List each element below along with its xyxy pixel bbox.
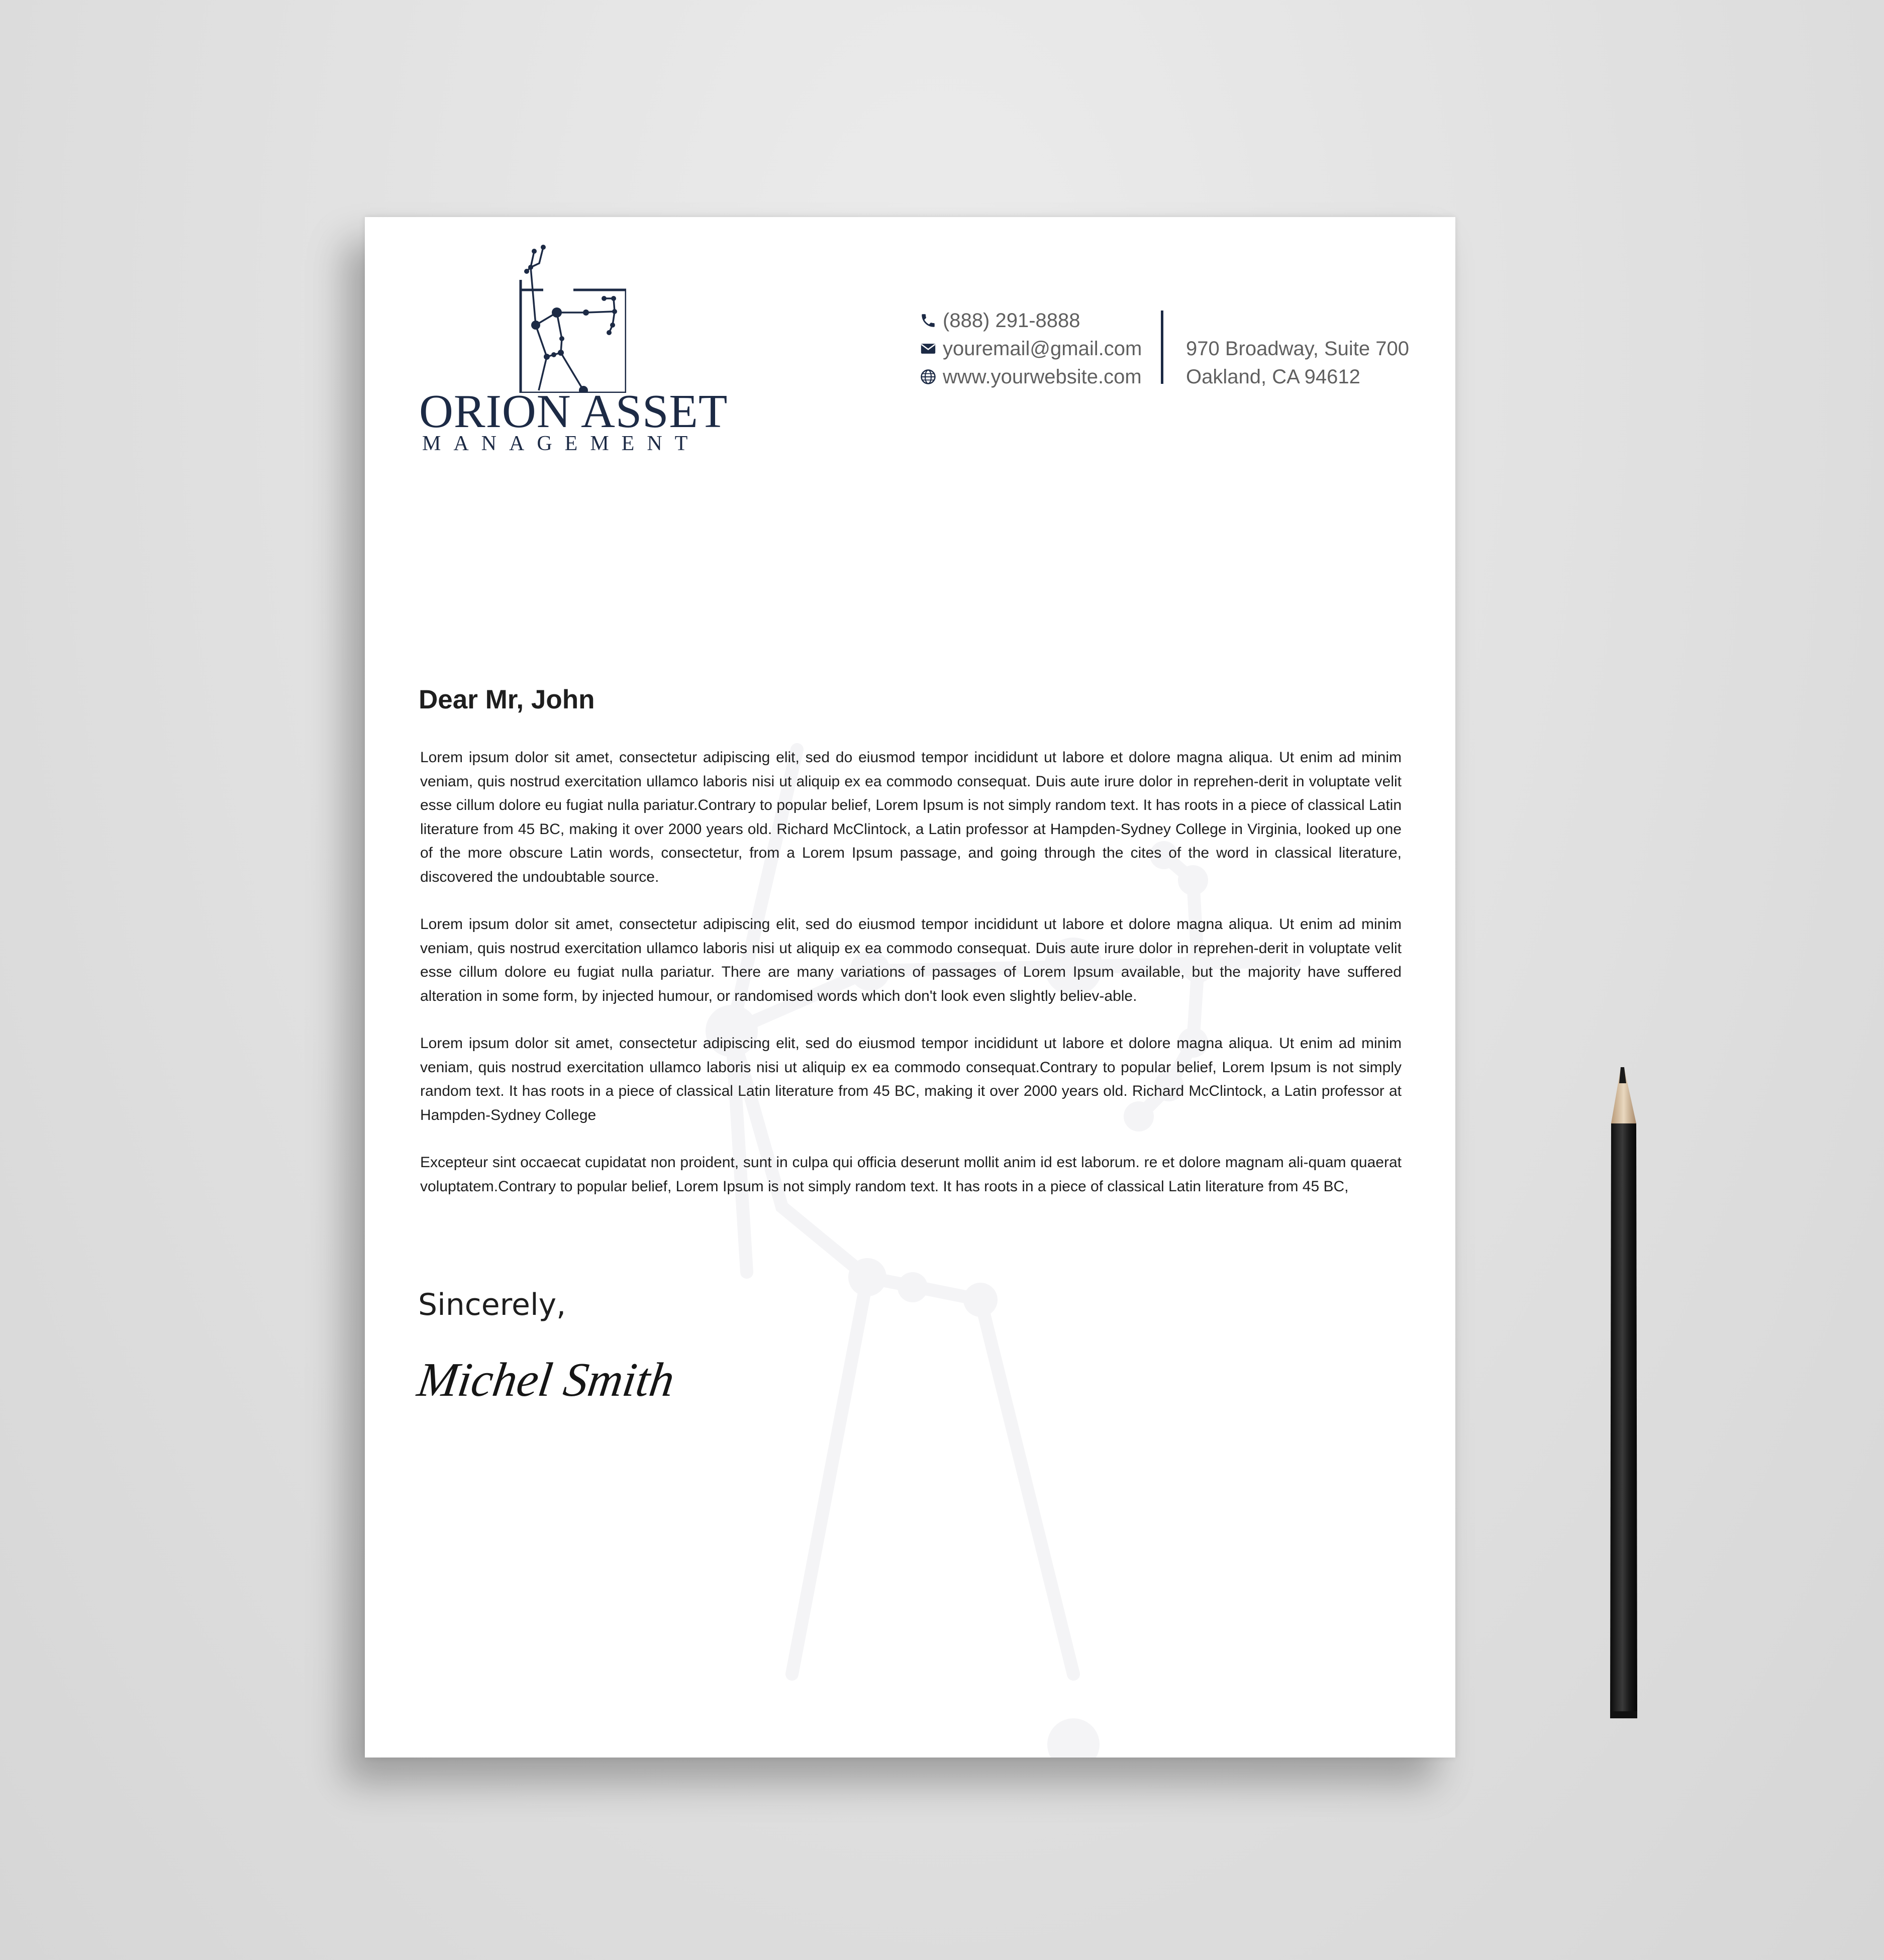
website-url[interactable]: www.yourwebsite.com <box>943 366 1142 388</box>
body-paragraph-2: Lorem ipsum dolor sit amet, consectetur adipiscing elit, sed do eiusmod tempor incididunt ut labore et dolore magna aliqua. Ut enim ad minim veniam, quis nostrud exercitation ullamco laboris nisi ut aliquip ex ea commodo consequat. Duis aute irure dolor in reprehen-derit in voluptate velit esse cillum dolore eu fugiat nulla pariatur. There are many variations of passages of Lorem Ipsum available, but the majority have suffered alteration in some form, by injected humour, or randomised words which don't look even slightly believ-able. <box>420 916 1402 1004</box>
letterhead-paper <box>365 217 1455 1758</box>
brand-tagline: MANAGEMENT <box>422 432 701 455</box>
address-line-1: 970 Broadway, Suite 700 <box>1186 338 1410 360</box>
body-paragraph-4: Excepteur sint occaecat cupidatat non proident, sunt in culpa qui officia deserunt mollit anim id est laborum. re et dolore magnam ali-quam quaerat voluptatem.Contrary to popular belief, Lorem Ipsum is not simply random text. It has roots in a piece of classical Latin literature from 45 BC, <box>420 1154 1402 1195</box>
phone-icon <box>920 312 937 329</box>
globe-icon <box>920 368 937 385</box>
letter-closing: Sincerely, <box>418 1287 566 1322</box>
orion-logo-icon <box>490 242 626 393</box>
email-address[interactable]: youremail@gmail.com <box>943 338 1142 360</box>
letter-body <box>420 746 1402 1222</box>
address-block <box>1186 335 1409 391</box>
address-line-2: Oakland, CA 94612 <box>1186 366 1360 388</box>
phone-number: (888) 291-8888 <box>943 310 1080 332</box>
letter-signature: Michel Smith <box>414 1353 678 1406</box>
contact-block <box>920 306 1142 391</box>
letter-salutation: Dear Mr, John <box>419 685 595 714</box>
brand-name: ORION ASSET <box>419 385 728 438</box>
contact-divider <box>1161 311 1163 384</box>
contact-website <box>920 363 1142 391</box>
body-paragraph-3: Lorem ipsum dolor sit amet, consectetur adipiscing elit, sed do eiusmod tempor incididunt ut labore et dolore magna aliqua. Ut enim ad minim veniam, quis nostrud exercitation ullamco laboris nisi ut aliquip ex ea commodo consequat.Contrary to popular belief, Lorem Ipsum is not simply random text. It has roots in a piece of classical Latin literature from 45 BC, making it over 2000 years old. Richard McClintock, a Latin professor at Hampden-Sydney College <box>420 1035 1402 1123</box>
pencil-prop <box>1605 1063 1640 1724</box>
contact-phone <box>920 306 1142 335</box>
envelope-icon <box>920 340 937 357</box>
body-paragraph-1: Lorem ipsum dolor sit amet, consectetur adipiscing elit, sed do eiusmod tempor incididunt ut labore et dolore magna aliqua. Ut enim ad minim veniam, quis nostrud exercitation ullamco laboris nisi ut aliquip ex ea commodo consequat. Duis aute irure dolor in reprehen-derit in voluptate velit esse cillum dolore eu fugiat nulla pariatur.Contrary to popular belief, Lorem Ipsum is not simply random text. It has roots in a piece of classical Latin literature from 45 BC, making it over 2000 years old. Richard McClintock, a Latin professor at Hampden-Sydney College in Virginia, looked up one of the more obscure Latin words, consectetur, from a Lorem Ipsum passage, and going through the cites of the word in classical literature, discovered the undoubtable source. <box>420 749 1402 885</box>
contact-email <box>920 335 1142 363</box>
